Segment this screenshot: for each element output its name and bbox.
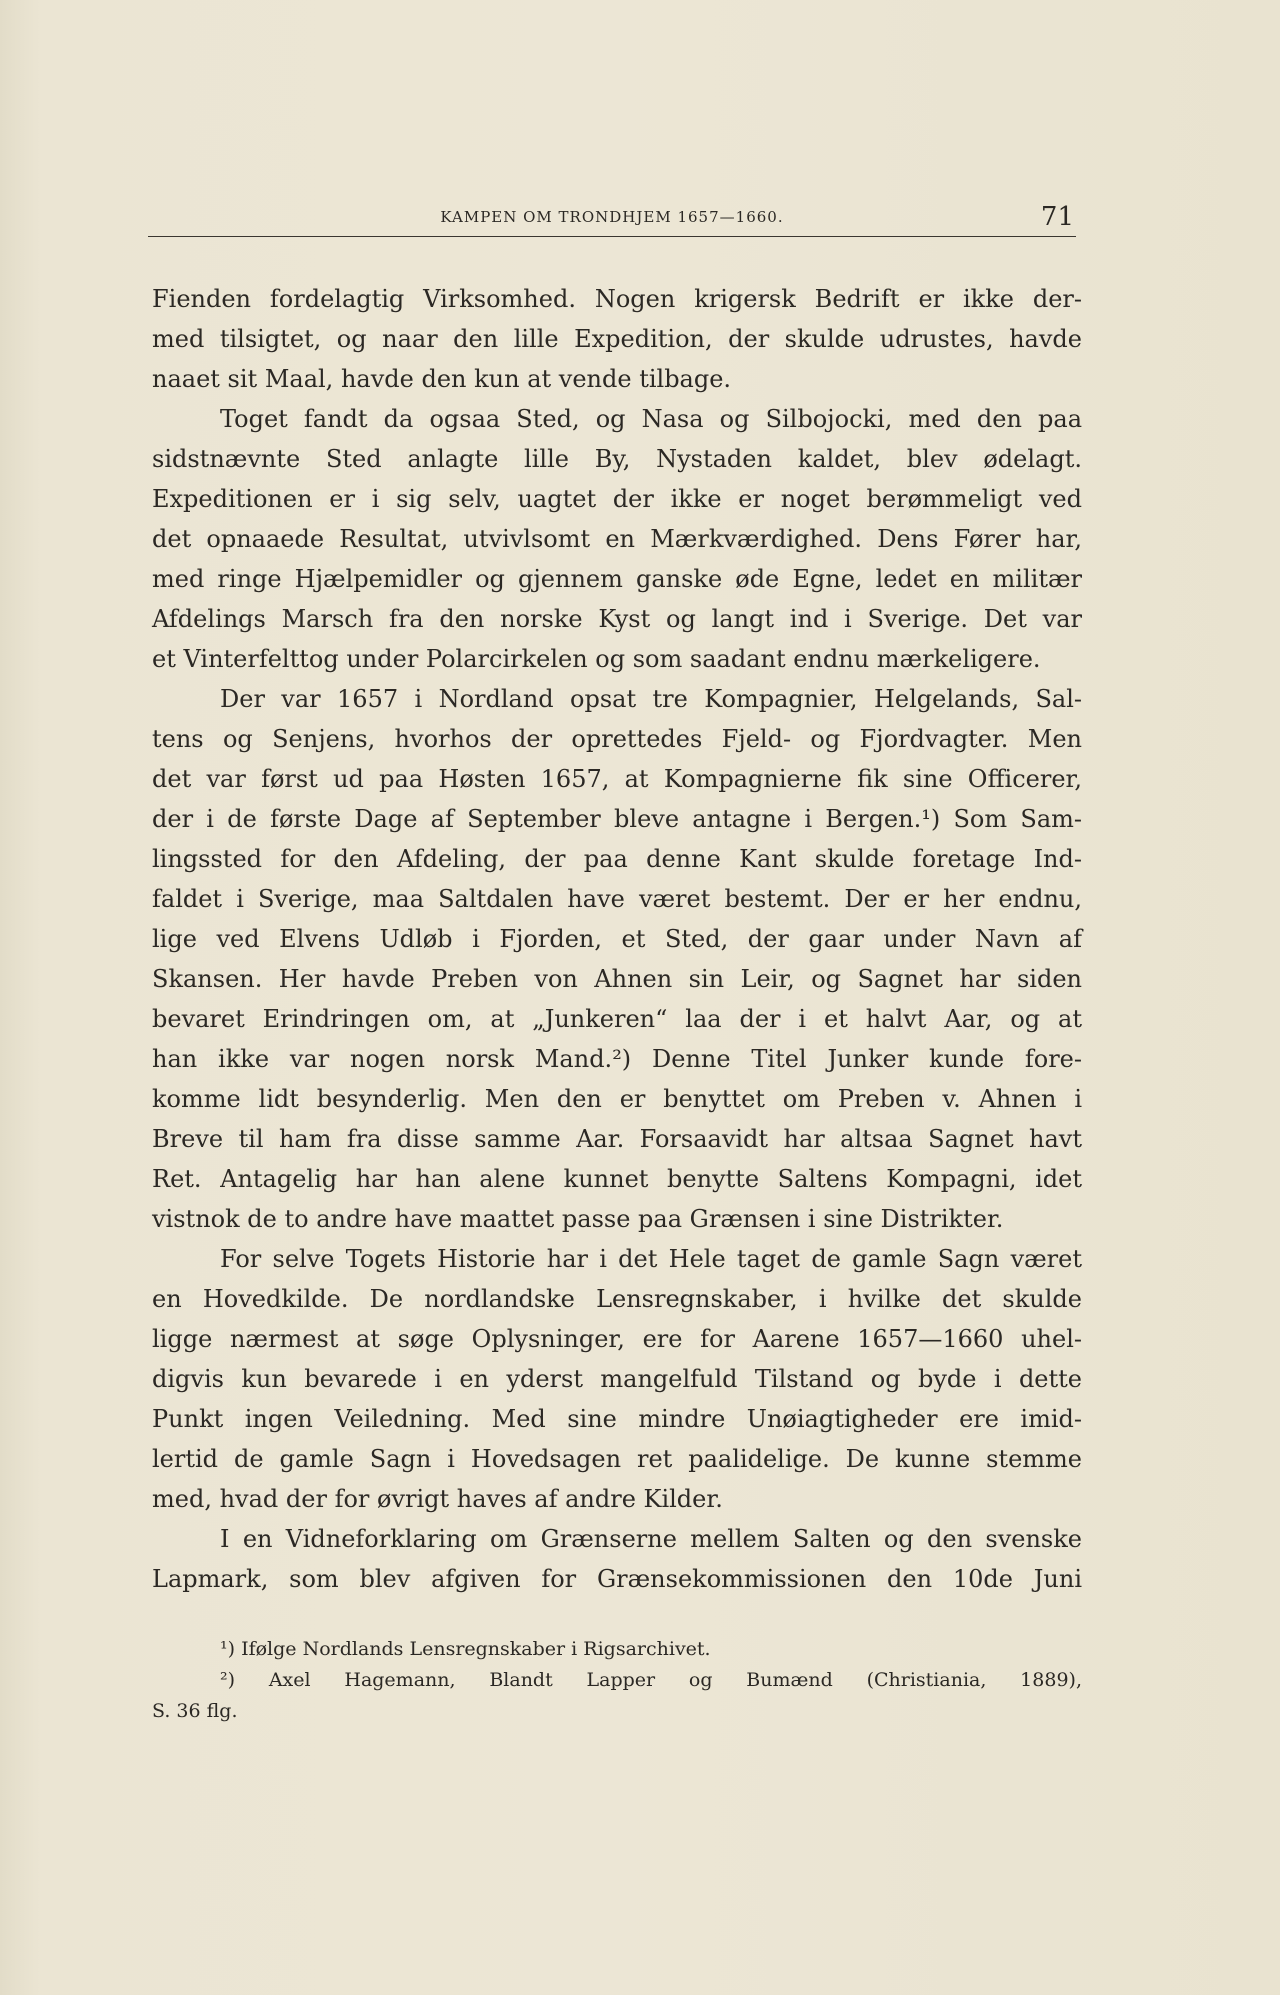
text-line: med tilsigtet, og naar den lille Expedition, der skulde udrustes, havde (152, 325, 1082, 353)
text-line: det var først ud paa Høsten 1657, at Kompagnierne fik sine Officerer, (152, 765, 1082, 793)
text-line: Breve til ham fra disse samme Aar. Forsaavidt har altsaa Sagnet havt (152, 1125, 1082, 1153)
footnote-2: ²) Axel Hagemann, Blandt Lapper og Bumænd (Christiania, 1889), (220, 1669, 1082, 1691)
text-line: Expeditionen er i sig selv, uagtet der ikke er noget berømmeligt ved (152, 485, 1082, 513)
text-line: vistnok de to andre have maattet passe paa Grænsen i sine Distrikter. (152, 1205, 1004, 1233)
text-line: med, hvad der for øvrigt haves af andre Kilder. (152, 1485, 723, 1513)
text-line: Punkt ingen Veiledning. Med sine mindre Unøiagtigheder ere imid- (152, 1405, 1082, 1433)
footnote-2-continued: S. 36 flg. (152, 1700, 238, 1722)
text-line: det opnaaede Resultat, utvivlsomt en Mærkværdighed. Dens Fører har, (152, 525, 1082, 553)
text-line: Afdelings Marsch fra den norske Kyst og langt ind i Sverige. Det var (152, 605, 1082, 633)
text-line: ligge nærmest at søge Oplysninger, ere for Aarene 1657—1660 uhel- (152, 1325, 1082, 1353)
footnote-1: ¹) Ifølge Nordlands Lensregnskaber i Rigsarchivet. (220, 1638, 711, 1660)
running-head: KAMPEN OM TRONDHJEM 1657—1660. (440, 208, 784, 226)
text-line: lige ved Elvens Udløb i Fjorden, et Sted, der gaar under Navn af (152, 925, 1082, 953)
text-line: faldet i Sverige, maa Saltdalen have været bestemt. Der er her endnu, (152, 885, 1082, 913)
text-line: der i de første Dage af September bleve antagne i Bergen.¹) Som Sam- (152, 805, 1082, 833)
text-line: tens og Senjens, hvorhos der oprettedes Fjeld- og Fjordvagter. Men (152, 725, 1082, 753)
text-line: Ret. Antagelig har han alene kunnet benytte Saltens Kompagni, idet (152, 1165, 1082, 1193)
page-number: 71 (1040, 202, 1074, 232)
footnotes (152, 1634, 1082, 1727)
text-line: lertid de gamle Sagn i Hovedsagen ret paalidelige. De kunne stemme (152, 1445, 1082, 1473)
text-line: bevaret Erindringen om, at „Junkeren“ laa der i et halvt Aar, og at (152, 1005, 1082, 1033)
text-line: naaet sit Maal, havde den kun at vende tilbage. (152, 365, 732, 393)
text-line: Toget fandt da ogsaa Sted, og Nasa og Silbojocki, med den paa (220, 405, 1082, 433)
text-line: For selve Togets Historie har i det Hele taget de gamle Sagn været (220, 1245, 1082, 1273)
text-line: Der var 1657 i Nordland opsat tre Kompagnier, Helgelands, Sal- (220, 685, 1082, 713)
text-line: sidstnævnte Sted anlagte lille By, Nystaden kaldet, blev ødelagt. (152, 445, 1082, 473)
text-line: Fienden fordelagtig Virksomhed. Nogen krigersk Bedrift er ikke der- (152, 285, 1082, 313)
text-line: med ringe Hjælpemidler og gjennem ganske øde Egne, ledet en militær (152, 565, 1082, 593)
page-header (148, 200, 1076, 237)
text-line: digvis kun bevarede i en yderst mangelfuld Tilstand og byde i dette (152, 1365, 1082, 1393)
body-text (152, 279, 1082, 1599)
text-line: lingssted for den Afdeling, der paa denne Kant skulde foretage Ind- (152, 845, 1082, 873)
text-line: Skansen. Her havde Preben von Ahnen sin Leir, og Sagnet har siden (152, 965, 1082, 993)
text-line: en Hovedkilde. De nordlandske Lensregnskaber, i hvilke det skulde (152, 1285, 1082, 1313)
text-line: et Vinterfelttog under Polarcirkelen og som saadant endnu mærkeligere. (152, 645, 1041, 673)
text-line: Lapmark, som blev afgiven for Grænsekommissionen den 10de Juni (152, 1565, 1082, 1593)
text-line: komme lidt besynderlig. Men den er benyttet om Preben v. Ahnen i (152, 1085, 1082, 1113)
text-line: I en Vidneforklaring om Grænserne mellem Salten og den svenske (220, 1525, 1082, 1553)
text-line: han ikke var nogen norsk Mand.²) Denne Titel Junker kunde fore- (152, 1045, 1082, 1073)
